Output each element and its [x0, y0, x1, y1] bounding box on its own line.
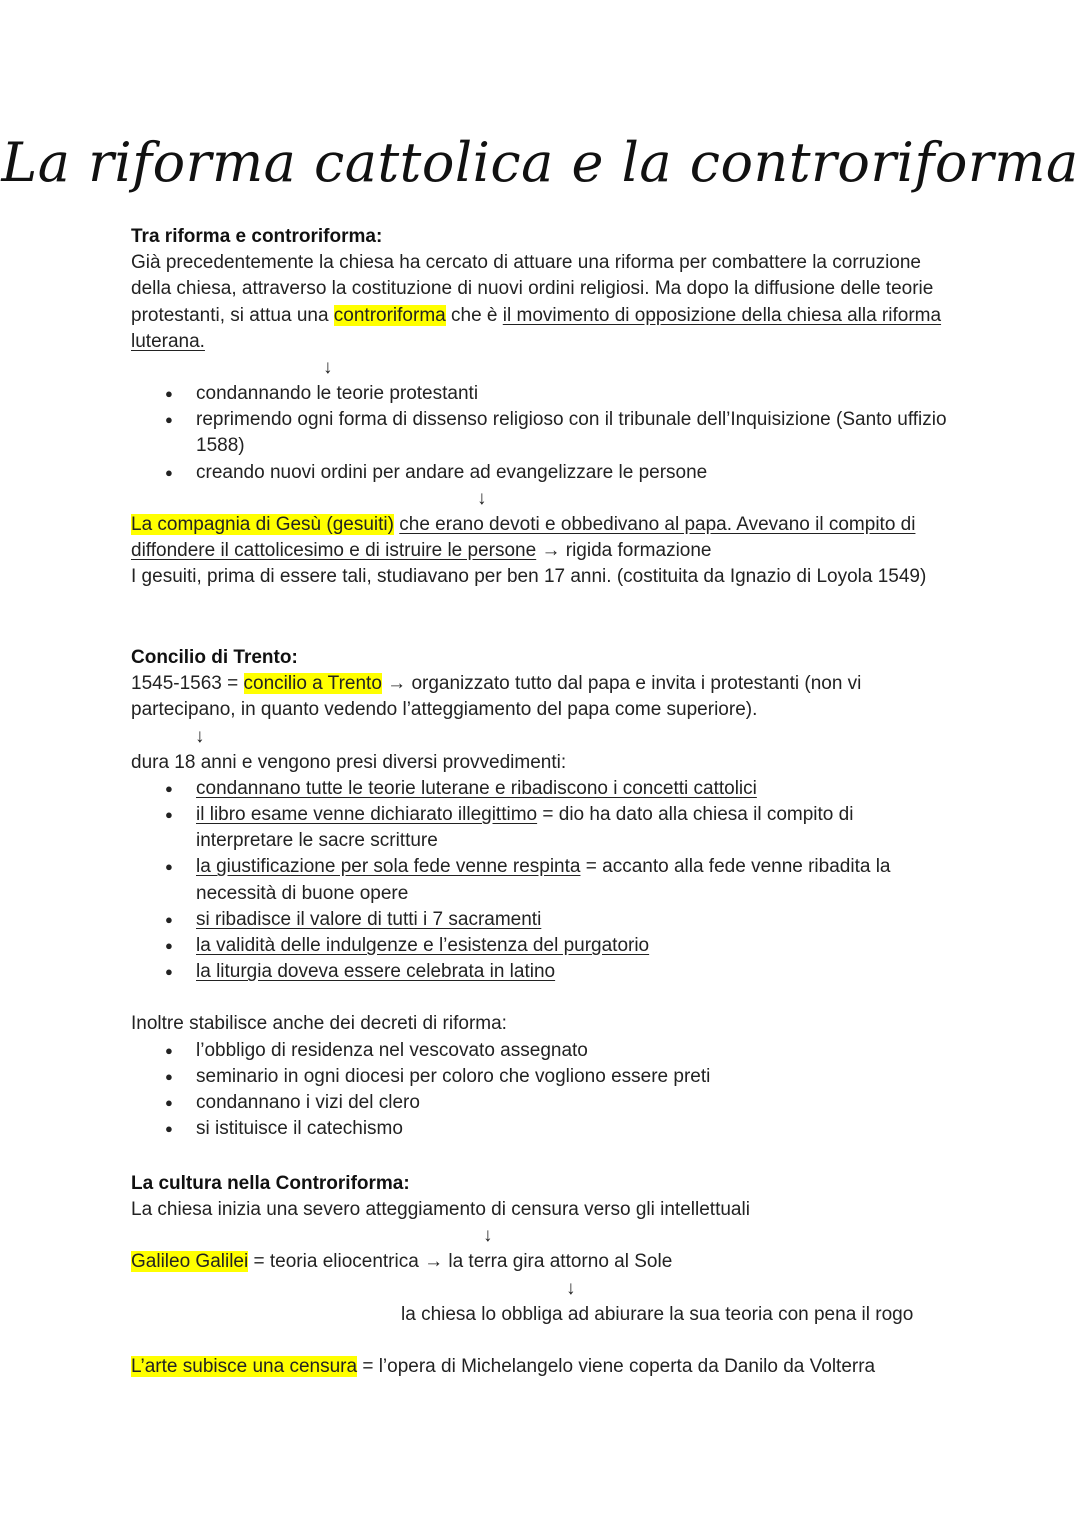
- list-item: ● creando nuovi ordini per andare ad evangelizzare le persone: [131, 460, 951, 486]
- decreti-list: [131, 1038, 951, 1143]
- list-item: ● si istituisce il catechismo: [131, 1116, 951, 1142]
- section-heading: Tra riforma e controriforma:: [131, 226, 383, 247]
- list-item: ● l’obbligo di residenza nel vescovato assegnato: [131, 1038, 951, 1064]
- list-item: ● condannando le teorie protestanti: [131, 381, 951, 407]
- arte-line: L’arte subisce una censura = l’opera di Michelangelo viene coperta da Danilo da Volterra: [131, 1355, 876, 1377]
- section-heading: Concilio di Trento:: [131, 647, 298, 668]
- section-heading: La cultura nella Controriforma:: [131, 1173, 410, 1194]
- list-item: ● condannano i vizi del clero: [131, 1090, 951, 1116]
- down-arrow: ↓: [323, 357, 333, 379]
- cultura-intro: La chiesa inizia una severo atteggiamento di censura verso gli intellettuali: [131, 1199, 750, 1221]
- highlight-arte: L’arte subisce una censura: [131, 1355, 358, 1377]
- list-item: ● la validità delle indulgenze e l’esistenza del purgatorio: [131, 933, 951, 959]
- section-concilio: [131, 645, 951, 1142]
- decreti-intro: Inoltre stabilisce anche dei decreti di riforma:: [131, 1013, 507, 1035]
- list-item: ● si ribadisce il valore di tutti i 7 sacramenti: [131, 907, 951, 933]
- highlight-gesuiti: La compagnia di Gesù (gesuiti): [131, 513, 394, 535]
- galileo-line: Galileo Galilei = teoria eliocentrica → la terra gira attorno al Sole: [131, 1251, 673, 1273]
- list-item: ● condannano tutte le teorie luterane e ribadiscono i concetti cattolici: [131, 776, 951, 802]
- provvedimenti-list: [131, 776, 951, 986]
- gesuiti-paragraph: La compagnia di Gesù (gesuiti) che erano devoti e obbedivano al papa. Avevano il compito di diffondere il cattolicesimo e di istruire le persone → rigida formazione: [131, 513, 916, 562]
- down-arrow: ↓: [477, 487, 487, 509]
- gesuiti-note: I gesuiti, prima di essere tali, studiavano per ben 17 anni. (costituita da Ignazio di Loyola 1549): [131, 566, 927, 588]
- list-item: ● la liturgia doveva essere celebrata in latino: [131, 959, 951, 985]
- concilio-paragraph: 1545-1563 = concilio a Trento → organizzato tutto dal papa e invita i protestanti (non vi partecipano, in quanto vedendo l’atteggiamento del papa come superiore).: [131, 673, 862, 721]
- underline-definition: il movimento di opposizione della chiesa alla riforma luterana.: [131, 304, 942, 352]
- page-title: La riforma cattolica e la controriforma: [1, 131, 1079, 194]
- highlight-concilio: concilio a Trento: [243, 673, 382, 695]
- highlight-galileo: Galileo Galilei: [131, 1251, 249, 1273]
- section-tra-riforma: [131, 224, 951, 590]
- list-item: ● seminario in ogni diocesi per coloro che vogliono essere preti: [131, 1064, 951, 1090]
- intro-paragraph: Già precedentemente la chiesa ha cercato di attuare una riforma per combattere la corruzione della chiesa, attraverso la costituzione di nuovi ordini religiosi. Ma dopo la diffusione delle teorie protestanti, si attua una controriforma che è il movimento di opposizione della chiesa alla riforma luterana.: [131, 252, 942, 352]
- list-item: ● il libro esame venne dichiarato illegittimo = dio ha dato alla chiesa il compito di interpretare le sacre scritture: [131, 802, 951, 854]
- section-cultura: [131, 1171, 951, 1380]
- abiura-line: la chiesa lo obbliga ad abiurare la sua teoria con pena il rogo: [401, 1303, 914, 1325]
- highlight-controriforma: controriforma: [333, 304, 446, 326]
- list-item: ● reprimendo ogni forma di dissenso religioso con il tribunale dell’Inquisizione (Santo uffizio 1588): [131, 407, 951, 459]
- dura-line: dura 18 anni e vengono presi diversi provvedimenti:: [131, 751, 567, 773]
- bullet-list: [131, 381, 951, 486]
- list-item: ● la giustificazione per sola fede venne respinta = accanto alla fede venne ribadita la necessità di buone opere: [131, 854, 951, 906]
- down-arrow: ↓: [195, 725, 205, 747]
- down-arrow: ↓: [483, 1225, 493, 1247]
- down-arrow: ↓: [566, 1277, 576, 1299]
